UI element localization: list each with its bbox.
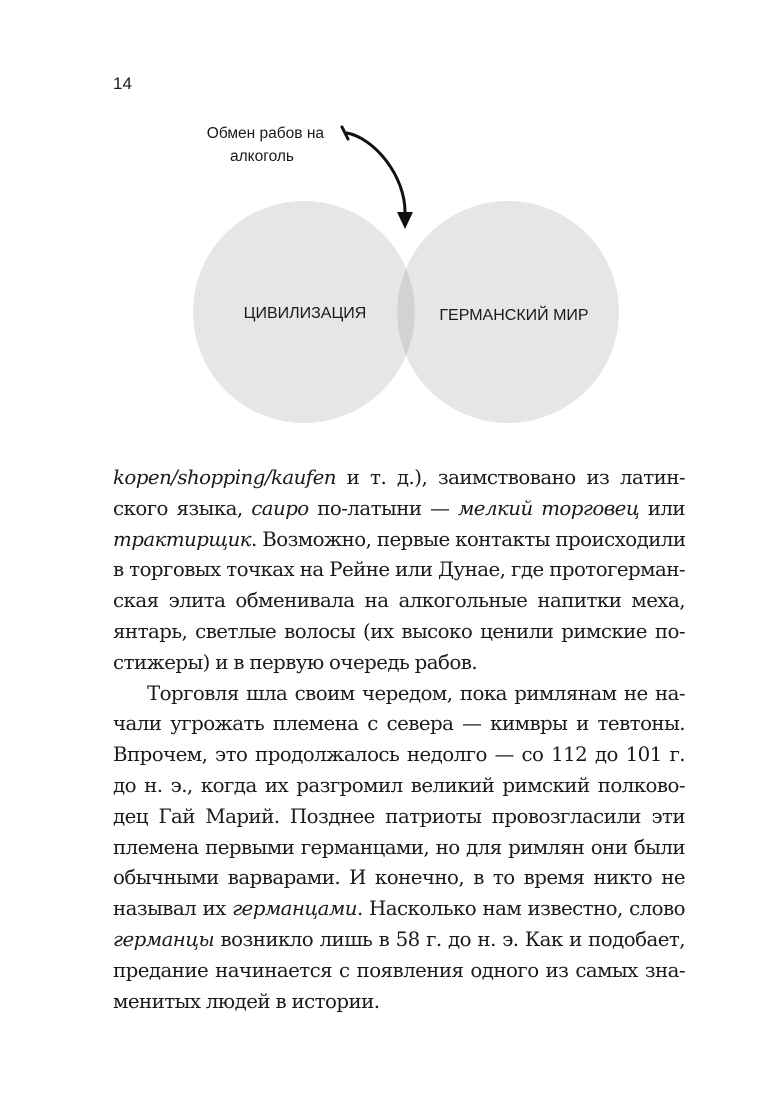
text-line: до н. э., когда их разгромил великий римский полково- xyxy=(113,773,685,797)
annotation-line-2: алкоголь xyxy=(230,148,294,165)
text-line: стижеры) и в первую очередь рабов. xyxy=(113,650,478,674)
text-line: предание начинается с появления одного из самых зна- xyxy=(113,958,685,982)
text-line: называл их германцами. Насколько нам известно, слово xyxy=(113,897,685,921)
label-germanic-world: ГЕРМАНСКИЙ МИР xyxy=(439,307,589,324)
text-line: kopen/shopping/kaufen и т. д.), заимствовано из латин- xyxy=(113,466,685,489)
text-line: янтарь, светлые волосы (их высоко ценили римские по- xyxy=(113,619,685,643)
text-line: чали угрожать племена с севера — кимвры и тевтоны. xyxy=(113,712,685,736)
text-line: ская элита обменивала на алкогольные напитки меха, xyxy=(113,589,685,613)
curved-arrow-icon xyxy=(347,133,405,214)
text-line: дец Гай Марий. Позднее патриоты провозгласили эти xyxy=(113,804,685,828)
text-line: ского языка, cauро по-латыни — мелкий торговец или xyxy=(113,496,685,520)
text-line: германцы возникло лишь в 58 г. до н. э. Как и подобает, xyxy=(113,927,685,951)
body-text xyxy=(113,463,685,1017)
text-line: Торговля шла своим чередом, пока римлянам не на- xyxy=(147,681,685,705)
text-line: менитых людей в истории. xyxy=(113,989,380,1013)
text-line: Впрочем, это продолжалось недолго — со 112 до 101 г. xyxy=(113,743,685,767)
text-line: трактирщик. Возможно, первые контакты происходили xyxy=(113,527,686,551)
annotation-line-1: Обмен рабов на xyxy=(206,125,324,142)
text-line: племена первыми германцами, но для римлян они были xyxy=(113,835,685,859)
text-line: в торговых точках на Рейне или Дунае, где протогерман- xyxy=(113,558,685,582)
arrow-head-icon xyxy=(397,212,413,229)
text-line: обычными варварами. И конечно, в то время никто не xyxy=(113,866,685,890)
label-civilization: ЦИВИЛИЗАЦИЯ xyxy=(243,305,367,322)
venn-diagram xyxy=(0,0,768,440)
page-number: 14 xyxy=(113,74,132,93)
